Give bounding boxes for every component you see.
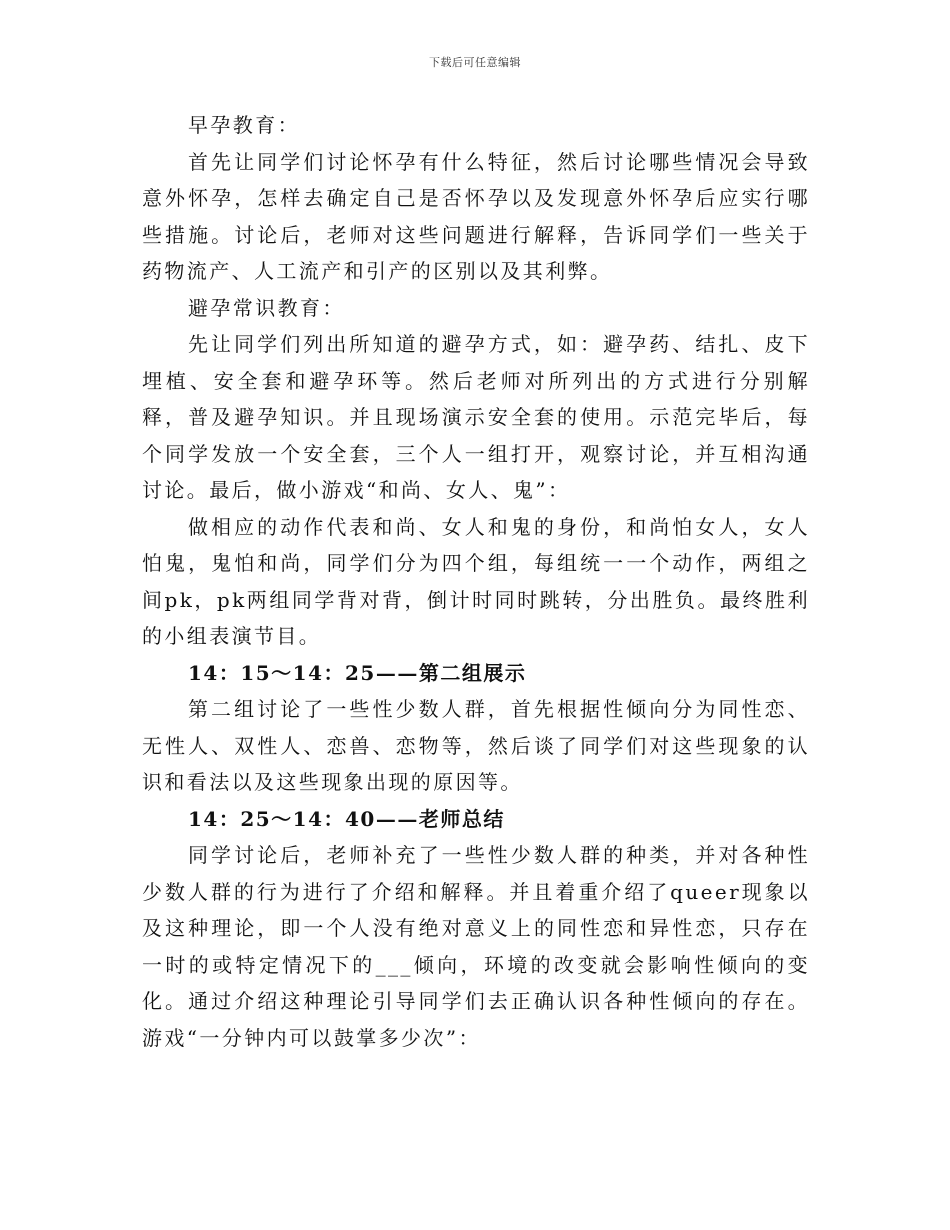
paragraph-contraception-body: 先让同学们列出所知道的避孕方式，如：避孕药、结扎、皮下埋植、安全套和避孕环等。然后老师对所列出的方式进行分别解释，普及避孕知识。并且现场演示安全套的使用。示范完毕后，每个同学发放一个安全套，三个人一组打开，观察讨论，并互相沟通讨论。最后，做小游戏“和尚、女人、鬼”： (142, 332, 810, 502)
paragraph-contraception-title: 避孕常识教育： (188, 295, 345, 320)
section-heading-teacher-summary: 14：25～14：40——老师总结 (188, 806, 505, 831)
section-heading-group-two: 14：15～14：25——第二组展示 (188, 660, 527, 685)
paragraph-early-pregnancy-title: 早孕教育： (188, 113, 300, 137)
paragraph-early-pregnancy-body: 首先让同学们讨论怀孕有什么特征，然后讨论哪些情况会导致意外怀孕，怎样去确定自己是否怀孕以及发现意外怀孕后应实行哪些措施。讨论后，老师对这些问题进行解释，告诉同学们一些关于药物流产、人工流产和引产的区别以及其利弊。 (142, 149, 810, 283)
paragraph-teacher-summary-body: 同学讨论后，老师补充了一些性少数人群的种类，并对各种性少数人群的行为进行了介绍和解释。并且着重介绍了queer现象以及这种理论，即一个人没有绝对意义上的同性恋和异性恋，只存在一时的或特定情况下的___倾向，环境的改变就会影响性倾向的变化。通过介绍这种理论引导同学们去正确认识各种性倾向的存在。游戏“一分钟内可以鼓掌多少次”： (142, 843, 810, 1050)
paragraph-game-rules: 做相应的动作代表和尚、女人和鬼的身份，和尚怕女人，女人怕鬼，鬼怕和尚，同学们分为四个组，每组统一一个动作，两组之间pk，pk两组同学背对背，倒计时同时跳转，分出胜负。最终胜利的小组表演节目。 (142, 514, 810, 648)
page-header: 下载后可任意编辑 (429, 56, 521, 69)
paragraph-group-two-body: 第二组讨论了一些性少数人群，首先根据性倾向分为同性恋、无性人、双性人、恋兽、恋物等，然后谈了同学们对这些现象的认识和看法以及这些现象出现的原因等。 (142, 697, 810, 794)
document-body (142, 107, 810, 1056)
